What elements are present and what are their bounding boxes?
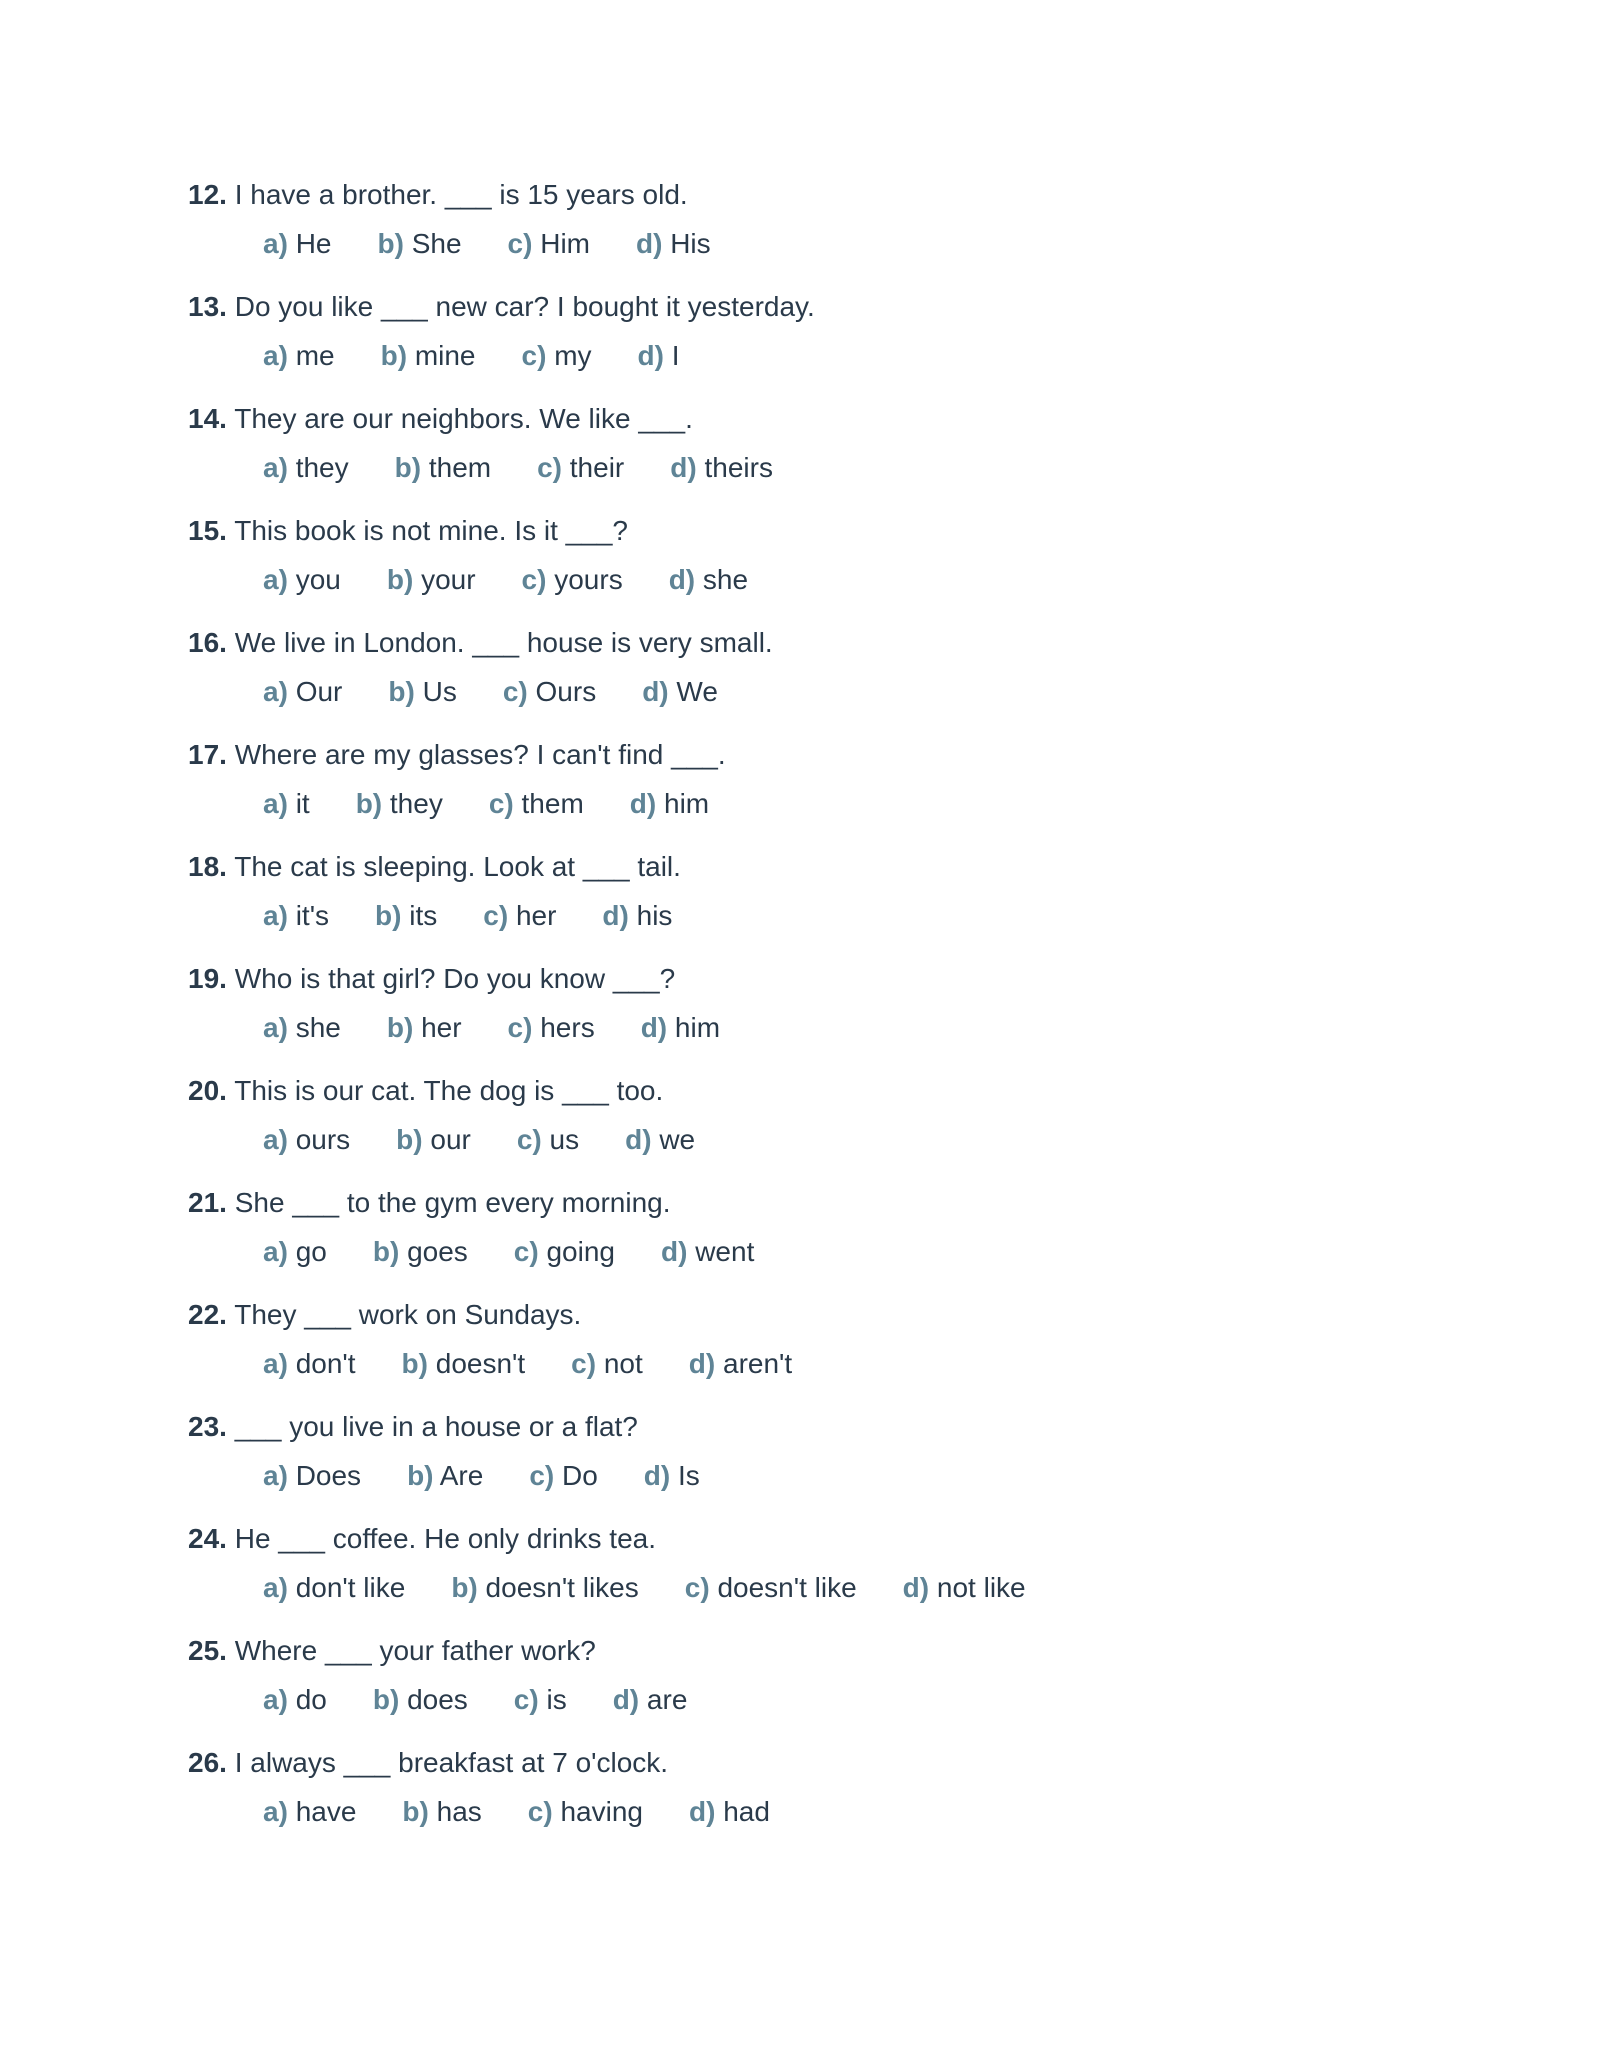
option-letter: a) bbox=[263, 788, 288, 819]
question-text: This book is not mine. Is it ___? bbox=[234, 515, 628, 546]
option-letter: c) bbox=[516, 1124, 542, 1155]
option-text: She bbox=[411, 228, 462, 259]
answer-option bbox=[377, 224, 461, 264]
answer-option bbox=[263, 1568, 405, 1608]
option-text: aren't bbox=[723, 1348, 793, 1379]
answer-options bbox=[263, 1232, 1600, 1272]
answer-options bbox=[263, 1344, 1600, 1384]
option-text: doesn't likes bbox=[485, 1572, 639, 1603]
answer-option bbox=[537, 448, 624, 488]
question-item bbox=[188, 1183, 1600, 1295]
option-letter: c) bbox=[537, 452, 562, 483]
answer-options bbox=[263, 672, 1600, 712]
question-line bbox=[188, 1295, 1600, 1335]
answer-option bbox=[356, 784, 443, 824]
answer-option bbox=[395, 448, 491, 488]
question-number: 15. bbox=[188, 515, 227, 546]
option-text: does bbox=[407, 1684, 468, 1715]
option-letter: d) bbox=[688, 1348, 716, 1379]
option-text: I bbox=[671, 340, 680, 371]
answer-options bbox=[263, 1792, 1600, 1832]
question-item bbox=[188, 1071, 1600, 1183]
option-text: His bbox=[670, 228, 711, 259]
option-letter: c) bbox=[527, 1796, 553, 1827]
option-text: Are bbox=[439, 1460, 484, 1491]
option-text: yours bbox=[554, 564, 623, 595]
option-letter: b) bbox=[372, 1684, 400, 1715]
option-letter: d) bbox=[660, 1236, 688, 1267]
question-item bbox=[188, 511, 1600, 623]
option-text: goes bbox=[407, 1236, 468, 1267]
answer-option bbox=[402, 1344, 526, 1384]
answer-option bbox=[661, 1232, 754, 1272]
option-letter: a) bbox=[263, 676, 288, 707]
answer-option bbox=[689, 1792, 770, 1832]
option-text: it's bbox=[295, 900, 330, 931]
answer-option bbox=[642, 672, 718, 712]
option-letter: d) bbox=[688, 1796, 716, 1827]
option-letter: c) bbox=[684, 1572, 710, 1603]
answer-option bbox=[263, 1344, 356, 1384]
option-text: our bbox=[430, 1124, 471, 1155]
question-number: 18. bbox=[188, 851, 227, 882]
option-text: ours bbox=[295, 1124, 351, 1155]
answer-option bbox=[602, 896, 672, 936]
answer-option bbox=[636, 224, 711, 264]
option-text: it bbox=[295, 788, 310, 819]
question-number: 17. bbox=[188, 739, 227, 770]
question-text: They are our neighbors. We like ___. bbox=[234, 403, 693, 434]
option-letter: c) bbox=[507, 1012, 533, 1043]
answer-option bbox=[263, 784, 310, 824]
option-letter: b) bbox=[407, 1460, 434, 1491]
question-text: I have a brother. ___ is 15 years old. bbox=[234, 179, 688, 210]
question-item bbox=[188, 735, 1600, 847]
question-text: Where ___ your father work? bbox=[234, 1635, 596, 1666]
option-text: Ours bbox=[535, 676, 597, 707]
answer-option bbox=[669, 560, 748, 600]
question-number: 24. bbox=[188, 1523, 227, 1554]
answer-option bbox=[508, 224, 590, 264]
answer-option bbox=[388, 672, 456, 712]
question-text: They ___ work on Sundays. bbox=[234, 1299, 582, 1330]
question-number: 19. bbox=[188, 963, 227, 994]
answer-options bbox=[263, 336, 1600, 376]
answer-option bbox=[670, 448, 773, 488]
option-text: have bbox=[295, 1796, 357, 1827]
question-line bbox=[188, 399, 1600, 439]
answer-option bbox=[375, 896, 437, 936]
option-letter: b) bbox=[388, 676, 415, 707]
option-letter: b) bbox=[401, 1348, 428, 1379]
option-letter: d) bbox=[668, 564, 696, 595]
answer-options bbox=[263, 1568, 1600, 1608]
option-letter: c) bbox=[571, 1348, 597, 1379]
answer-option bbox=[528, 1792, 643, 1832]
option-text: are bbox=[646, 1684, 688, 1715]
answer-option bbox=[263, 336, 335, 376]
question-text: Do you like ___ new car? I bought it yesterday. bbox=[234, 291, 815, 322]
option-text: his bbox=[636, 900, 673, 931]
answer-options bbox=[263, 1680, 1600, 1720]
option-letter: a) bbox=[263, 564, 288, 595]
answer-options bbox=[263, 560, 1600, 600]
question-text: Where are my glasses? I can't find ___. bbox=[234, 739, 726, 770]
answer-option bbox=[483, 896, 556, 936]
answer-option bbox=[638, 336, 680, 376]
answer-option bbox=[407, 1456, 483, 1496]
option-letter: c) bbox=[488, 788, 514, 819]
option-letter: b) bbox=[386, 564, 414, 595]
option-letter: d) bbox=[635, 228, 663, 259]
answer-options bbox=[263, 896, 1600, 936]
option-text: them bbox=[521, 788, 584, 819]
option-letter: d) bbox=[640, 1012, 668, 1043]
question-text: She ___ to the gym every morning. bbox=[234, 1187, 671, 1218]
question-item bbox=[188, 399, 1600, 511]
question-item bbox=[188, 623, 1600, 735]
question-item bbox=[188, 847, 1600, 959]
option-text: went bbox=[695, 1236, 755, 1267]
question-line bbox=[188, 623, 1600, 663]
answer-option bbox=[522, 336, 592, 376]
answer-option bbox=[571, 1344, 643, 1384]
option-letter: c) bbox=[483, 900, 509, 931]
answer-option bbox=[613, 1680, 688, 1720]
answer-option bbox=[522, 560, 623, 600]
question-list bbox=[0, 175, 1600, 1855]
option-letter: a) bbox=[263, 228, 288, 259]
option-text: theirs bbox=[704, 452, 773, 483]
option-text: them bbox=[428, 452, 492, 483]
question-number: 26. bbox=[188, 1747, 227, 1778]
option-letter: d) bbox=[625, 1124, 652, 1155]
answer-option bbox=[402, 1792, 481, 1832]
option-text: my bbox=[554, 340, 592, 371]
question-text: I always ___ breakfast at 7 o'clock. bbox=[234, 1747, 669, 1778]
option-letter: a) bbox=[263, 1348, 288, 1379]
question-line bbox=[188, 1183, 1600, 1223]
option-letter: b) bbox=[451, 1572, 478, 1603]
option-text: she bbox=[295, 1012, 341, 1043]
answer-option bbox=[381, 336, 476, 376]
option-text: doesn't bbox=[435, 1348, 526, 1379]
option-letter: a) bbox=[263, 340, 288, 371]
option-letter: c) bbox=[502, 676, 528, 707]
option-text: going bbox=[546, 1236, 615, 1267]
option-text: not like bbox=[936, 1572, 1026, 1603]
answer-option bbox=[263, 560, 341, 600]
option-letter: a) bbox=[263, 452, 288, 483]
answer-option bbox=[644, 1456, 700, 1496]
answer-option bbox=[263, 224, 331, 264]
option-letter: a) bbox=[263, 1012, 288, 1043]
option-letter: b) bbox=[402, 1796, 429, 1827]
answer-option bbox=[529, 1456, 597, 1496]
question-text: We live in London. ___ house is very small. bbox=[234, 627, 773, 658]
answer-option bbox=[625, 1120, 695, 1160]
answer-option bbox=[263, 1456, 361, 1496]
option-text: Our bbox=[295, 676, 343, 707]
option-letter: b) bbox=[375, 900, 402, 931]
answer-option bbox=[263, 1792, 356, 1832]
option-text: is bbox=[546, 1684, 567, 1715]
question-number: 23. bbox=[188, 1411, 227, 1442]
answer-option bbox=[263, 1232, 327, 1272]
answer-option bbox=[373, 1680, 468, 1720]
answer-option bbox=[489, 784, 584, 824]
option-letter: a) bbox=[263, 900, 288, 931]
question-item bbox=[188, 1407, 1600, 1519]
option-letter: d) bbox=[629, 788, 657, 819]
option-text: mine bbox=[414, 340, 476, 371]
option-letter: b) bbox=[386, 1012, 414, 1043]
option-text: don't like bbox=[295, 1572, 406, 1603]
option-letter: d) bbox=[642, 676, 669, 707]
option-text: Do bbox=[562, 1460, 598, 1491]
option-text: don't bbox=[295, 1348, 356, 1379]
option-letter: d) bbox=[602, 900, 629, 931]
option-letter: c) bbox=[513, 1684, 539, 1715]
question-item bbox=[188, 959, 1600, 1071]
question-text: ___ you live in a house or a flat? bbox=[234, 1411, 638, 1442]
option-letter: c) bbox=[529, 1460, 555, 1491]
option-text: hers bbox=[540, 1012, 595, 1043]
option-text: has bbox=[436, 1796, 482, 1827]
option-letter: b) bbox=[394, 452, 422, 483]
question-number: 21. bbox=[188, 1187, 227, 1218]
option-text: its bbox=[409, 900, 438, 931]
answer-option bbox=[263, 1680, 327, 1720]
answer-option bbox=[373, 1232, 468, 1272]
answer-option bbox=[503, 672, 596, 712]
option-letter: c) bbox=[521, 564, 547, 595]
option-letter: d) bbox=[637, 340, 664, 371]
question-line bbox=[188, 735, 1600, 775]
option-letter: d) bbox=[612, 1684, 640, 1715]
question-text: He ___ coffee. He only drinks tea. bbox=[234, 1523, 657, 1554]
option-letter: c) bbox=[513, 1236, 539, 1267]
answer-option bbox=[508, 1008, 595, 1048]
question-number: 22. bbox=[188, 1299, 227, 1330]
option-text: her bbox=[421, 1012, 462, 1043]
option-letter: d) bbox=[902, 1572, 930, 1603]
question-item bbox=[188, 1743, 1600, 1855]
question-number: 20. bbox=[188, 1075, 227, 1106]
option-text: do bbox=[295, 1684, 327, 1715]
question-line bbox=[188, 1071, 1600, 1111]
option-letter: b) bbox=[355, 788, 383, 819]
option-text: Is bbox=[678, 1460, 700, 1491]
option-letter: b) bbox=[380, 340, 408, 371]
option-text: us bbox=[549, 1124, 580, 1155]
option-text: had bbox=[723, 1796, 770, 1827]
answer-option bbox=[685, 1568, 857, 1608]
option-letter: a) bbox=[263, 1572, 288, 1603]
question-number: 14. bbox=[188, 403, 227, 434]
option-text: me bbox=[295, 340, 335, 371]
answer-option bbox=[451, 1568, 638, 1608]
question-line bbox=[188, 175, 1600, 215]
answer-option bbox=[630, 784, 709, 824]
option-text: doesn't like bbox=[717, 1572, 857, 1603]
answer-option bbox=[263, 448, 349, 488]
question-line bbox=[188, 287, 1600, 327]
answer-options bbox=[263, 224, 1600, 264]
question-number: 12. bbox=[188, 179, 227, 210]
answer-option bbox=[517, 1120, 579, 1160]
option-text: Us bbox=[422, 676, 457, 707]
option-text: Does bbox=[295, 1460, 362, 1491]
option-text: go bbox=[295, 1236, 327, 1267]
question-line bbox=[188, 847, 1600, 887]
option-text: him bbox=[674, 1012, 721, 1043]
option-text: Him bbox=[540, 228, 590, 259]
question-number: 13. bbox=[188, 291, 227, 322]
option-letter: d) bbox=[670, 452, 697, 483]
question-item bbox=[188, 1519, 1600, 1631]
option-text: she bbox=[702, 564, 749, 595]
answer-option bbox=[263, 672, 342, 712]
option-text: we bbox=[659, 1124, 696, 1155]
answer-option bbox=[514, 1232, 615, 1272]
option-letter: d) bbox=[643, 1460, 671, 1491]
question-number: 16. bbox=[188, 627, 227, 658]
option-text: her bbox=[515, 900, 557, 931]
question-number: 25. bbox=[188, 1635, 227, 1666]
question-item bbox=[188, 1631, 1600, 1743]
option-text: their bbox=[569, 452, 625, 483]
option-letter: b) bbox=[377, 228, 404, 259]
question-text: This is our cat. The dog is ___ too. bbox=[234, 1075, 664, 1106]
option-letter: b) bbox=[396, 1124, 423, 1155]
option-text: We bbox=[676, 676, 718, 707]
option-letter: a) bbox=[263, 1684, 288, 1715]
option-letter: b) bbox=[372, 1236, 400, 1267]
question-text: The cat is sleeping. Look at ___ tail. bbox=[234, 851, 681, 882]
answer-option bbox=[263, 1008, 341, 1048]
answer-options bbox=[263, 1456, 1600, 1496]
option-text: your bbox=[421, 564, 476, 595]
question-line bbox=[188, 959, 1600, 999]
answer-options bbox=[263, 448, 1600, 488]
answer-option bbox=[903, 1568, 1026, 1608]
option-text: they bbox=[389, 788, 443, 819]
option-letter: a) bbox=[263, 1460, 288, 1491]
option-letter: a) bbox=[263, 1796, 288, 1827]
question-line bbox=[188, 1519, 1600, 1559]
question-line bbox=[188, 1631, 1600, 1671]
question-item bbox=[188, 287, 1600, 399]
question-line bbox=[188, 1743, 1600, 1783]
option-text: you bbox=[295, 564, 341, 595]
question-line bbox=[188, 1407, 1600, 1447]
question-item bbox=[188, 175, 1600, 287]
option-text: not bbox=[603, 1348, 643, 1379]
answer-options bbox=[263, 784, 1600, 824]
option-text: He bbox=[295, 228, 332, 259]
answer-option bbox=[387, 560, 476, 600]
answer-option bbox=[387, 1008, 462, 1048]
answer-options bbox=[263, 1120, 1600, 1160]
answer-option bbox=[396, 1120, 471, 1160]
question-item bbox=[188, 1295, 1600, 1407]
question-text: Who is that girl? Do you know ___? bbox=[234, 963, 676, 994]
answer-option bbox=[263, 896, 329, 936]
answer-option bbox=[689, 1344, 792, 1384]
answer-option bbox=[514, 1680, 567, 1720]
option-text: they bbox=[295, 452, 349, 483]
option-letter: c) bbox=[507, 228, 533, 259]
option-text: having bbox=[560, 1796, 643, 1827]
answer-option bbox=[641, 1008, 720, 1048]
option-letter: c) bbox=[521, 340, 547, 371]
option-letter: a) bbox=[263, 1124, 288, 1155]
answer-option bbox=[263, 1120, 350, 1160]
option-letter: a) bbox=[263, 1236, 288, 1267]
question-line bbox=[188, 511, 1600, 551]
option-text: him bbox=[664, 788, 710, 819]
answer-options bbox=[263, 1008, 1600, 1048]
